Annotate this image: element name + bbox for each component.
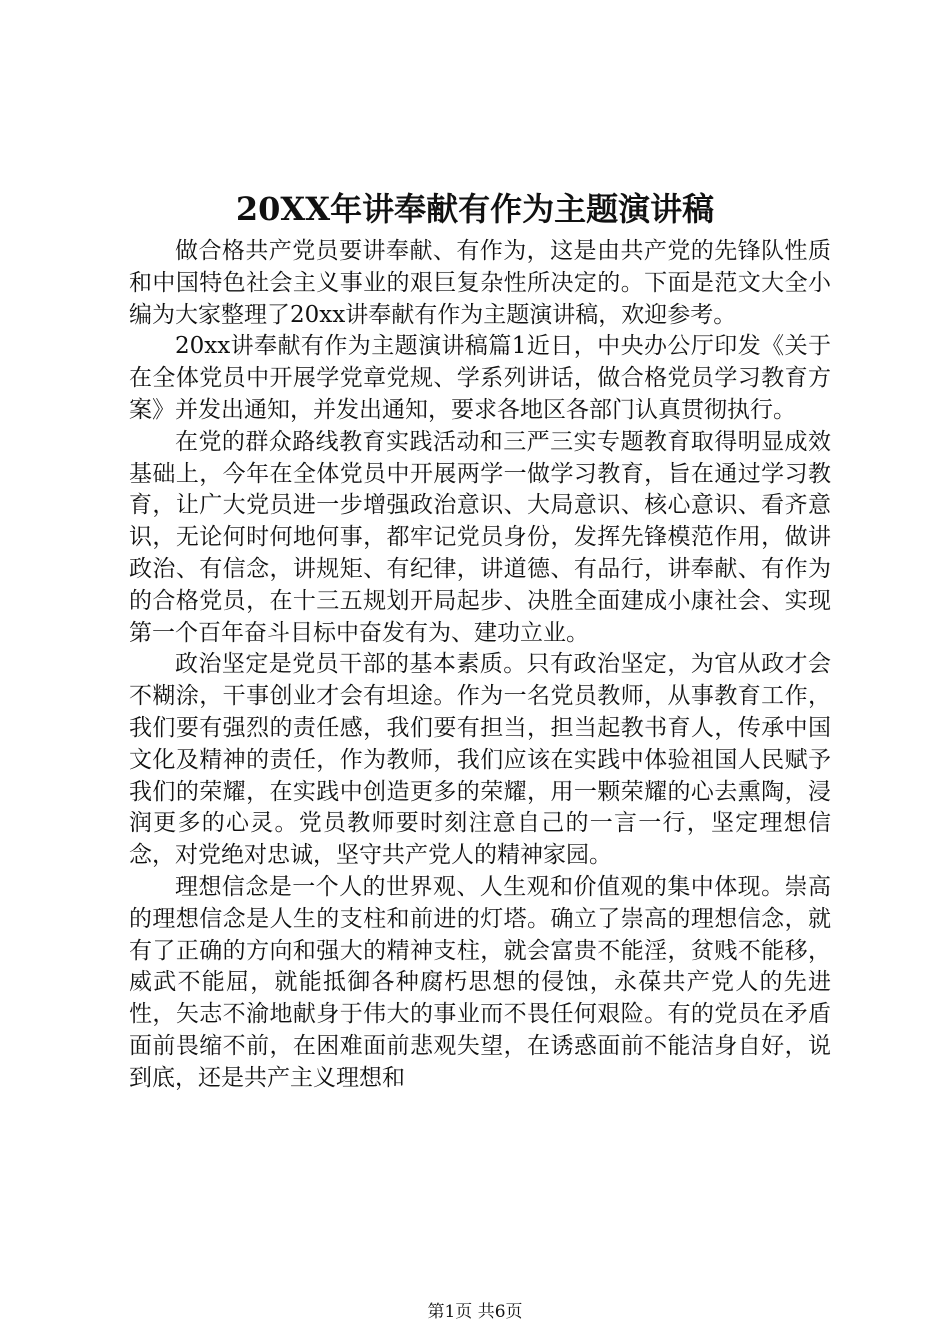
page-number-footer: 第1页 共6页 — [427, 1302, 523, 1322]
paragraph-education: 在党的群众路线教育实践活动和三严三实专题教育取得明显成效基础上，今年在全体党员中开展两学一做学习教育，旨在通过学习教育，让广大党员进一步增强政治意识、大局意识、核心意识、看齐意识，无论何时何地何事，都牢记党员身份，发挥先锋模范作用，做讲政治、有信念，讲规矩、有纪律，讲道德、有品行，讲奉献、有作为的合格党员，在十三五规划开局起步、决胜全面建成小康社会、实现第一个百年奋斗目标中奋发有为、建功立业。 — [129, 428, 831, 646]
document-body — [129, 236, 831, 1095]
document-title: 20XX年讲奉献有作为主题演讲稿 — [235, 190, 715, 228]
paragraph-ideals: 理想信念是一个人的世界观、人生观和价值观的集中体现。崇高的理想信念是人生的支柱和前进的灯塔。确立了崇高的理想信念，就有了正确的方向和强大的精神支柱，就会富贵不能淫，贫贱不能移，威武不能屈，就能抵御各种腐朽思想的侵蚀，永葆共产党人的先进性，矢志不渝地献身于伟大的事业而不畏任何艰险。有的党员在矛盾面前畏缩不前，在困难面前悲观失望，在诱惑面前不能洁身自好，说到底，还是共产主义理想和 — [129, 873, 831, 1091]
paragraph-intro: 做合格共产党员要讲奉献、有作为，这是由共产党的先锋队性质和中国特色社会主义事业的艰巨复杂性所决定的。下面是范文大全小编为大家整理了20xx讲奉献有作为主题演讲稿，欢迎参考。 — [129, 238, 831, 328]
paragraph-notice: 20xx讲奉献有作为主题演讲稿篇1近日，中央办公厅印发《关于在全体党员中开展学党章党规、学系列讲话，做合格党员学习教育方案》并发出通知，并发出通知，要求各地区各部门认真贯彻执行。 — [129, 333, 831, 423]
paragraph-political: 政治坚定是党员干部的基本素质。只有政治坚定，为官从政才会不糊涂，干事创业才会有坦途。作为一名党员教师，从事教育工作，我们要有强烈的责任感，我们要有担当，担当起教书育人，传承中国文化及精神的责任，作为教师，我们应该在实践中体验祖国人民赋予我们的荣耀，在实践中创造更多的荣耀，用一颗荣耀的心去熏陶，浸润更多的心灵。党员教师要时刻注意自己的一言一行，坚定理想信念，对党绝对忠诚，坚守共产党人的精神家园。 — [129, 651, 831, 869]
